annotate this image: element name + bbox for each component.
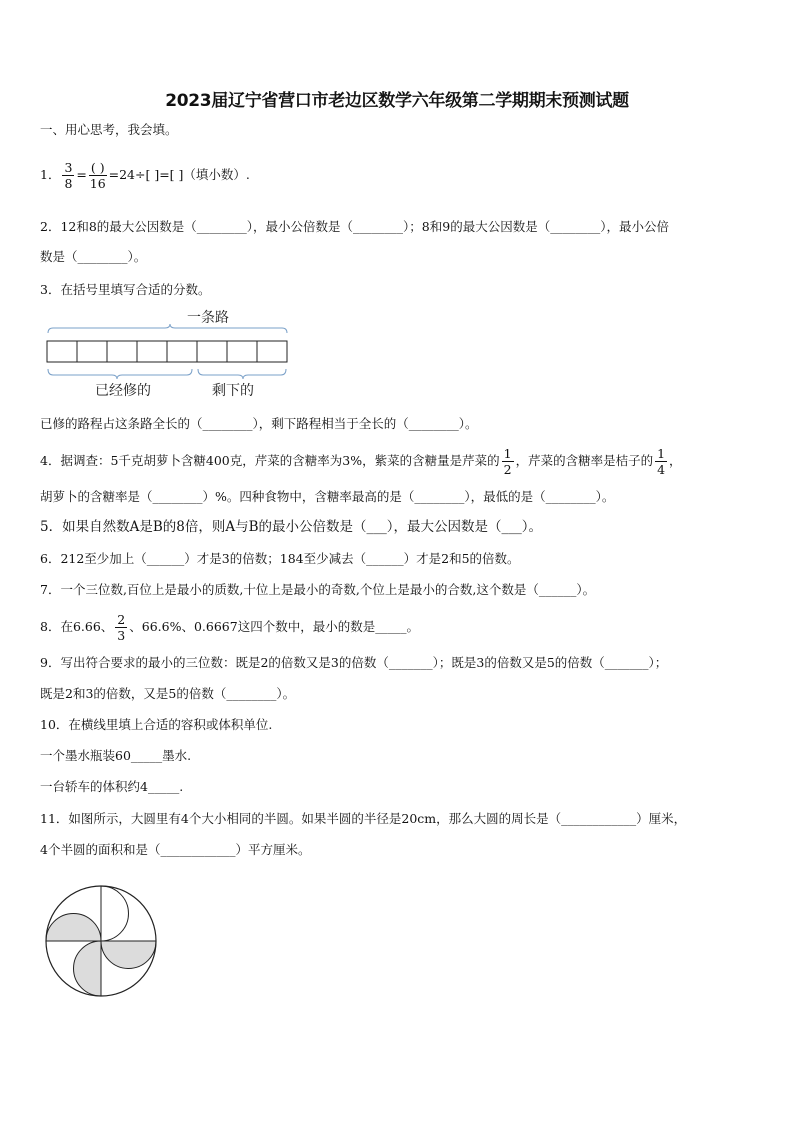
question-4-text-a: 4．据调查：5千克胡萝卜含糖400克，芹菜的含糖率为3%，紫菜的含糖量是芹菜的 [40, 453, 500, 468]
question-9-line1: 9．写出符合要求的最小的三位数：既是2的倍数又是3的倍数（_______）；既是3的倍数又是5的倍数（_______）； [40, 655, 668, 670]
question-9-line2: 既是2和3的倍数，又是5的倍数（________）。 [40, 686, 296, 701]
road-label-remaining: 剩下的 [212, 383, 254, 399]
question-2-line1: 2．12和8的最大公因数是（________），最小公倍数是（________）；8和9的最大公因数是（________），最小公倍 [40, 219, 669, 234]
fraction-2-3: $\frac{2}{3}$ [117, 612, 126, 643]
question-2-line2: 数是（________）。 [40, 249, 147, 264]
road-segments [77, 341, 257, 362]
question-1-rest: =24÷[ ]=[ ]（填小数）. [108, 167, 250, 182]
equals-sign: = [76, 167, 87, 182]
road-label-built: 已经修的 [95, 383, 151, 399]
question-4-text-c: ， [669, 453, 682, 468]
question-11-line2: 4个半圆的面积和是（____________）平方厘米。 [40, 842, 311, 857]
question-4-line1 [40, 446, 682, 477]
page-title: 2023届辽宁省营口市老边区数学六年级第二学期期末预测试题 [165, 91, 629, 111]
question-8 [40, 612, 419, 643]
fraction-1-2: $\frac{1}{2}$ [503, 446, 512, 477]
semicircle-bottom [74, 941, 101, 996]
question-3-answer: 已修的路程占这条路全长的（________），剩下路程相当于全长的（________）。 [40, 416, 478, 431]
semicircle-left [46, 914, 101, 941]
question-10-line1: 10．在横线里填上合适的容积或体积单位. [40, 717, 273, 732]
semicircle-right [101, 941, 156, 968]
question-8-text-a: 8．在6.66、 [40, 619, 114, 634]
circle-semicircles-figure [44, 884, 158, 998]
top-brace [48, 324, 287, 333]
fraction-blank-16: $\frac{( )}{16}$ [89, 160, 106, 191]
question-1 [40, 160, 250, 191]
question-5: 5．如果自然数A是B的8倍，则A与B的最小公倍数是（___），最大公因数是（___）。 [40, 519, 543, 535]
question-8-text-b: 、66.6%、0.6667这四个数中，最小的数是_____。 [129, 619, 419, 634]
question-6: 6．212至少加上（______）才是3的倍数；184至少减去（______）才是2和5的倍数。 [40, 551, 520, 566]
question-1-number: 1． [40, 167, 61, 182]
question-10-line3: 一台轿车的体积约4_____. [40, 779, 184, 794]
question-4-line2: 胡萝卜的含糖率是（________）%。四种食物中，含糖率最高的是（________），最低的是（________）。 [40, 489, 615, 504]
question-10-line2: 一个墨水瓶装60_____墨水. [40, 748, 192, 763]
road-label-top: 一条路 [187, 310, 229, 326]
section-heading: 一、用心思考，我会填。 [40, 122, 178, 137]
question-7: 7．一个三位数,百位上是最小的质数,十位上是最小的奇数,个位上是最小的合数,这个数是（______）。 [40, 582, 596, 597]
fraction-1-4: $\frac{1}{4}$ [657, 446, 666, 477]
left-brace [48, 369, 192, 379]
semicircle-top [101, 886, 128, 941]
question-11-line1: 11．如图所示，大圆里有4个大小相同的半圆。如果半圆的半径是20cm，那么大圆的周长是（____________）厘米， [40, 811, 687, 826]
road-diagram [40, 303, 300, 403]
fraction-3-8: $\frac{3}{8}$ [64, 160, 73, 191]
right-brace [198, 369, 286, 379]
question-4-text-b: ，芹菜的含糖率是桔子的 [515, 453, 654, 468]
question-3: 3．在括号里填写合适的分数。 [40, 282, 211, 297]
